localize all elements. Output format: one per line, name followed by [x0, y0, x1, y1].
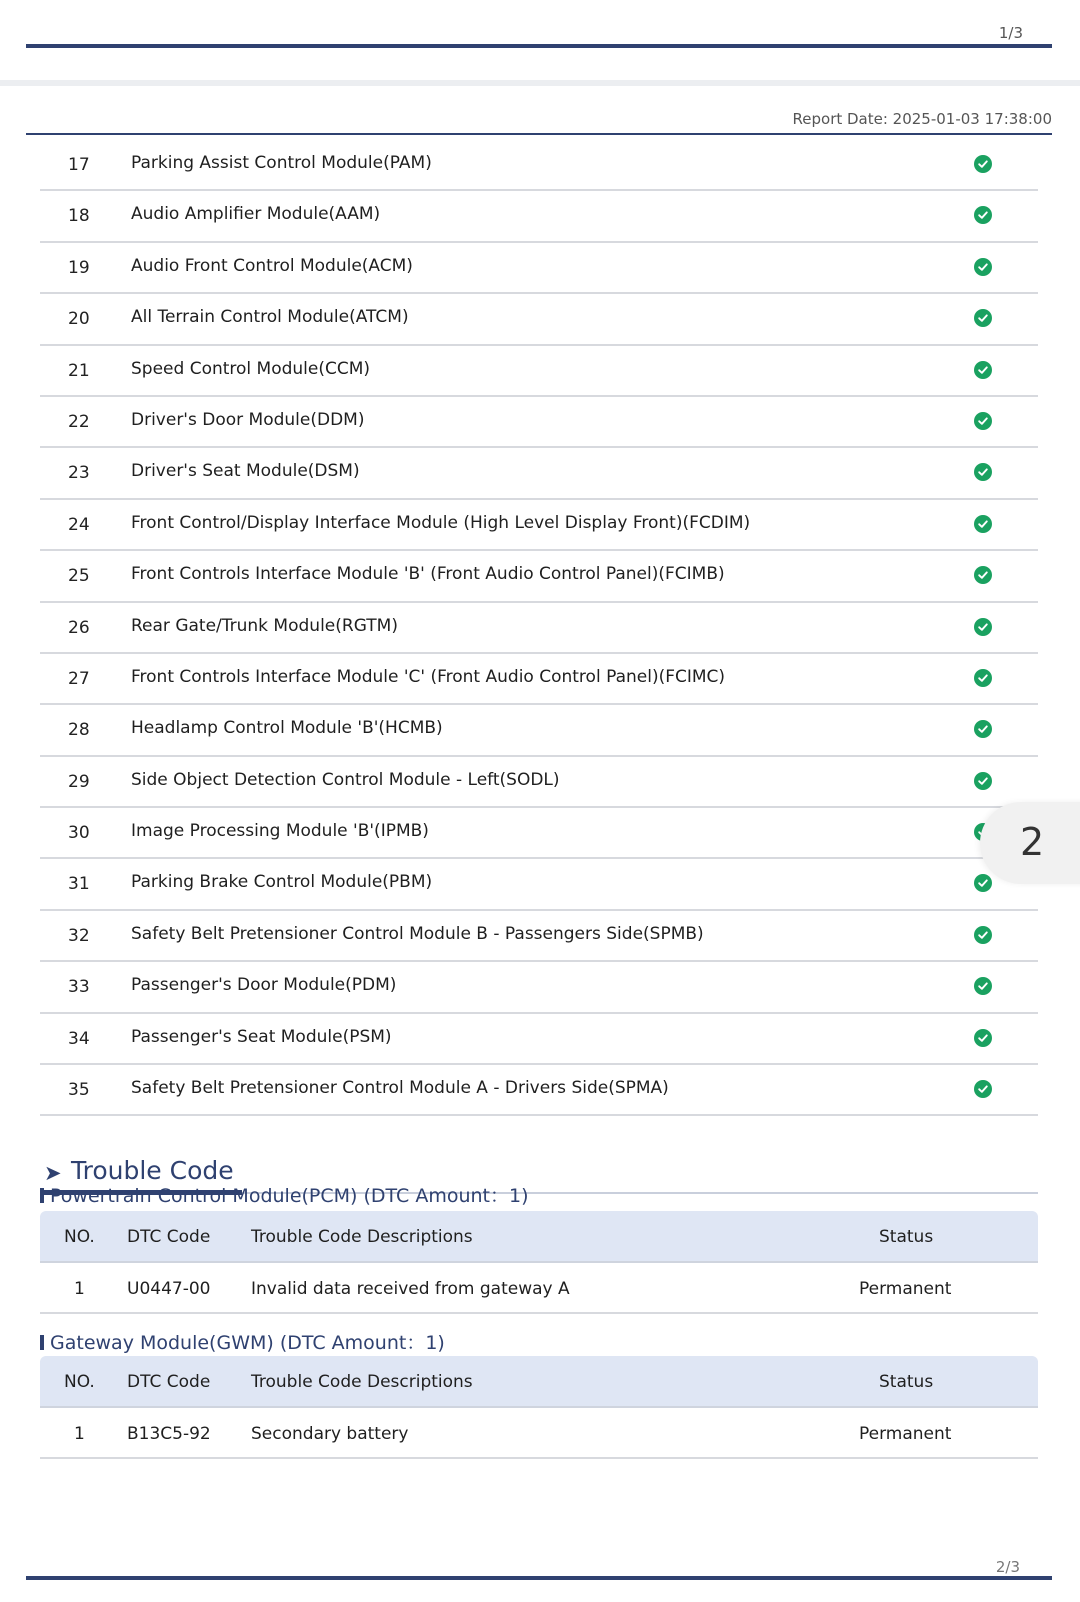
- module-row: [40, 1014, 1038, 1065]
- check-circle-icon: [974, 669, 992, 687]
- col-dtc-code: DTC Code: [127, 1372, 211, 1392]
- module-name: Front Controls Interface Module 'C' (Front Audio Control Panel)(FCIMC): [131, 666, 726, 687]
- module-number: 29: [68, 771, 90, 792]
- check-circle-icon: [974, 412, 992, 430]
- table-header: [40, 1211, 1038, 1263]
- module-row: [40, 551, 1038, 602]
- module-number: 23: [68, 463, 90, 484]
- module-number: 26: [68, 617, 90, 638]
- module-row: [40, 500, 1038, 551]
- arrow-right-icon: ➤: [44, 1161, 62, 1185]
- dtc-no: 1: [74, 1424, 85, 1444]
- module-number: 27: [68, 668, 90, 689]
- module-number: 31: [68, 874, 90, 895]
- module-name: Side Object Detection Control Module - Left(SODL): [131, 769, 560, 790]
- module-row: [40, 448, 1038, 499]
- dtc-description: Invalid data received from gateway A: [251, 1279, 570, 1299]
- module-name: Driver's Seat Module(DSM): [131, 461, 360, 482]
- report-date: Report Date: 2025-01-03 17:38:00: [792, 110, 1052, 128]
- top-rule: [26, 44, 1052, 48]
- module-name: All Terrain Control Module(ATCM): [131, 307, 409, 328]
- dtc-description: Secondary battery: [251, 1424, 409, 1444]
- module-name: Passenger's Seat Module(PSM): [131, 1026, 392, 1047]
- col-status: Status: [879, 1227, 934, 1247]
- dtc-group-title: Powertrain Control Module(PCM) (DTC Amount：1): [40, 1181, 529, 1208]
- dtc-table-pcm: [40, 1211, 1038, 1314]
- dtc-table-gwm: [40, 1356, 1038, 1459]
- module-number: 21: [68, 360, 90, 381]
- module-name: Parking Assist Control Module(PAM): [131, 153, 432, 173]
- module-number: 34: [68, 1028, 90, 1049]
- dtc-status: Permanent: [859, 1279, 952, 1299]
- header-rule: [26, 133, 1052, 135]
- module-number: 33: [68, 977, 90, 998]
- dtc-no: 1: [74, 1279, 85, 1299]
- check-circle-icon: [974, 258, 992, 276]
- dtc-status: Permanent: [859, 1424, 952, 1444]
- page-indicator-bottom: 2/3: [995, 1558, 1020, 1576]
- module-number: 19: [68, 257, 90, 278]
- module-row: [40, 1065, 1038, 1116]
- col-description: Trouble Code Descriptions: [251, 1227, 473, 1247]
- module-row: [40, 911, 1038, 962]
- group-marker: [40, 1335, 44, 1350]
- module-row: [40, 397, 1038, 448]
- check-circle-icon: [974, 566, 992, 584]
- check-circle-icon: [974, 1029, 992, 1047]
- module-row: [40, 808, 1038, 859]
- col-description: Trouble Code Descriptions: [251, 1372, 473, 1392]
- check-circle-icon: [974, 926, 992, 944]
- module-name: Front Control/Display Interface Module (High Level Display Front)(FCDIM): [131, 512, 751, 533]
- col-no: NO.: [64, 1372, 95, 1392]
- dtc-group-title: Gateway Module(GWM) (DTC Amount：1): [40, 1328, 445, 1355]
- module-row: [40, 140, 1038, 191]
- module-number: 20: [68, 309, 90, 330]
- check-circle-icon: [974, 515, 992, 533]
- check-circle-icon: [974, 772, 992, 790]
- module-name: Safety Belt Pretensioner Control Module A - Drivers Side(SPMA): [131, 1078, 669, 1099]
- module-number: 32: [68, 925, 90, 946]
- module-number: 30: [68, 823, 90, 844]
- module-row: [40, 243, 1038, 294]
- check-circle-icon: [974, 206, 992, 224]
- check-circle-icon: [974, 720, 992, 738]
- page-number: 2: [1020, 820, 1045, 864]
- check-circle-icon: [974, 977, 992, 995]
- check-circle-icon: [974, 874, 992, 892]
- module-number: 22: [68, 411, 90, 432]
- module-number: 17: [68, 155, 90, 175]
- module-list: [40, 140, 1038, 1116]
- table-row: [40, 1408, 1038, 1459]
- module-row: [40, 962, 1038, 1013]
- module-number: 24: [68, 514, 90, 535]
- module-name: Parking Brake Control Module(PBM): [131, 872, 433, 893]
- check-circle-icon: [974, 361, 992, 379]
- col-status: Status: [879, 1372, 934, 1392]
- check-circle-icon: [974, 155, 992, 173]
- page-header: [0, 0, 1080, 84]
- table-header: [40, 1356, 1038, 1408]
- module-name: Audio Front Control Module(ACM): [131, 255, 413, 276]
- dtc-code: B13C5-92: [127, 1424, 211, 1444]
- module-row: [40, 603, 1038, 654]
- module-name: Passenger's Door Module(PDM): [131, 975, 397, 996]
- section-title: Trouble Code: [71, 1156, 234, 1185]
- module-name: Audio Amplifier Module(AAM): [131, 204, 381, 225]
- module-name: Driver's Door Module(DDM): [131, 409, 365, 430]
- module-name: Rear Gate/Trunk Module(RGTM): [131, 615, 398, 636]
- module-row: [40, 294, 1038, 345]
- module-row: [40, 757, 1038, 808]
- dtc-code: U0447-00: [127, 1279, 211, 1299]
- module-row: [40, 654, 1038, 705]
- module-row: [40, 859, 1038, 910]
- module-name: Front Controls Interface Module 'B' (Front Audio Control Panel)(FCIMB): [131, 564, 725, 585]
- module-row: [40, 191, 1038, 242]
- page-indicator-top: 1/3: [998, 24, 1023, 42]
- col-no: NO.: [64, 1227, 95, 1247]
- check-circle-icon: [974, 618, 992, 636]
- module-name: Speed Control Module(CCM): [131, 358, 371, 379]
- group-marker: [40, 1188, 44, 1203]
- module-number: 35: [68, 1080, 90, 1101]
- module-name: Image Processing Module 'B'(IPMB): [131, 821, 429, 842]
- check-circle-icon: [974, 1080, 992, 1098]
- table-row: [40, 1263, 1038, 1314]
- module-number: 18: [68, 206, 90, 227]
- module-number: 28: [68, 720, 90, 741]
- check-circle-icon: [974, 463, 992, 481]
- col-dtc-code: DTC Code: [127, 1227, 211, 1247]
- page-number-badge[interactable]: [980, 802, 1080, 884]
- bottom-rule: [26, 1576, 1052, 1580]
- page-separator: [0, 80, 1080, 86]
- module-row: [40, 346, 1038, 397]
- module-name: Headlamp Control Module 'B'(HCMB): [131, 718, 443, 739]
- module-number: 25: [68, 566, 90, 587]
- check-circle-icon: [974, 309, 992, 327]
- module-name: Safety Belt Pretensioner Control Module B - Passengers Side(SPMB): [131, 923, 704, 944]
- module-row: [40, 705, 1038, 756]
